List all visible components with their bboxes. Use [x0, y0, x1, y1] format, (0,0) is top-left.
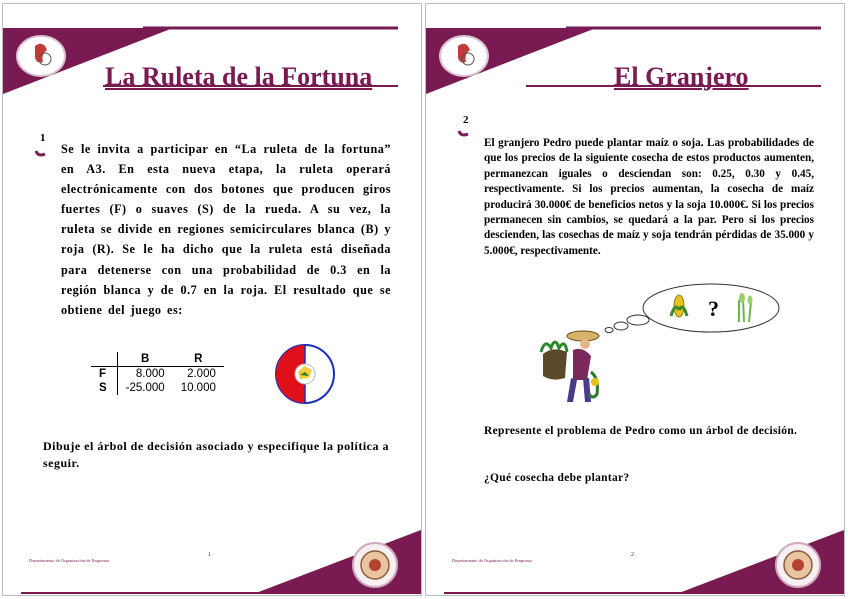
- payoff-table: [91, 352, 224, 395]
- table-header-row: [91, 352, 224, 367]
- task-question: Represente el problema de Pedro como un árbol de decisión.: [484, 425, 798, 437]
- table-header-r: R: [173, 352, 224, 367]
- item-number: 1: [40, 132, 46, 144]
- page-number: 1: [208, 552, 211, 558]
- table-cell: -25.000: [125, 382, 165, 394]
- farmer-thinking-illustration: [521, 282, 821, 412]
- footer-department: Departamento de Organización de Empresas: [452, 558, 533, 563]
- row-label: F: [91, 367, 117, 382]
- slide-page-2: [425, 3, 845, 596]
- footer-logo-banner: [425, 525, 844, 595]
- item-number-icon: [456, 117, 482, 137]
- item-number-icon: [33, 137, 59, 157]
- thought-question-mark: ?: [708, 296, 719, 321]
- table-header-corner: [91, 352, 117, 367]
- task-question-2: ¿Qué cosecha debe plantar?: [484, 472, 630, 484]
- table-row: [91, 367, 224, 382]
- task-question: Dibuje el árbol de decisión asociado y especifique la política a seguir.: [43, 439, 389, 470]
- problem-statement: Se le invita a participar en “La ruleta de la fortuna” en A3. En esta nueva etapa, la ruleta operará electrónicamente con dos botones que producen giros fuertes (F) o suaves (S) de la rueda. A su vez, la ruleta se divide en regiones semicirculares blanca (B) y roja (R). Se le ha dicho que la ruleta está diseñada para detenerse con una probabilidad de 0.3 en la región blanca y de 0.7 en la roja. El resultado que se obtiene del juego es:: [61, 142, 391, 317]
- row-label: S: [91, 381, 117, 395]
- footer-department: Departamento de Organización de Empresas: [29, 558, 110, 563]
- table-cell: 8.000: [135, 368, 165, 380]
- table-cell: 10.000: [180, 382, 216, 394]
- page-title: La Ruleta de la Fortuna: [105, 62, 373, 91]
- table-row: [91, 381, 224, 395]
- problem-statement: El granjero Pedro puede plantar maíz o soja. Las probabilidades de que los precios de la siguiente cosecha de estos productos aumenten, permanezcan iguales o desciendan son: 0.25, 0.30 y 0.45, respectivamente. Si los precios aumentan, la cosecha de maíz producirá 30.000€ de beneficios netos y la soja 10.000€. Si los precios permanecen sin cambios, se quedará a la par. Pero si los precios descienden, las cosechas de maíz y soja tendrán pérdidas de 35.000 y 5.000€, respectivamente.: [484, 137, 814, 257]
- roulette-wheel-icon: [274, 342, 336, 406]
- table-cell: 2.000: [187, 368, 216, 380]
- farmer-icon: [541, 331, 599, 402]
- page-number: 2: [631, 552, 634, 558]
- footer-logo-banner: [2, 525, 421, 595]
- table-header-b: B: [117, 352, 173, 367]
- item-number: 2: [463, 114, 469, 126]
- page-title: El Granjero: [614, 62, 749, 91]
- slide-page-1: [2, 3, 422, 596]
